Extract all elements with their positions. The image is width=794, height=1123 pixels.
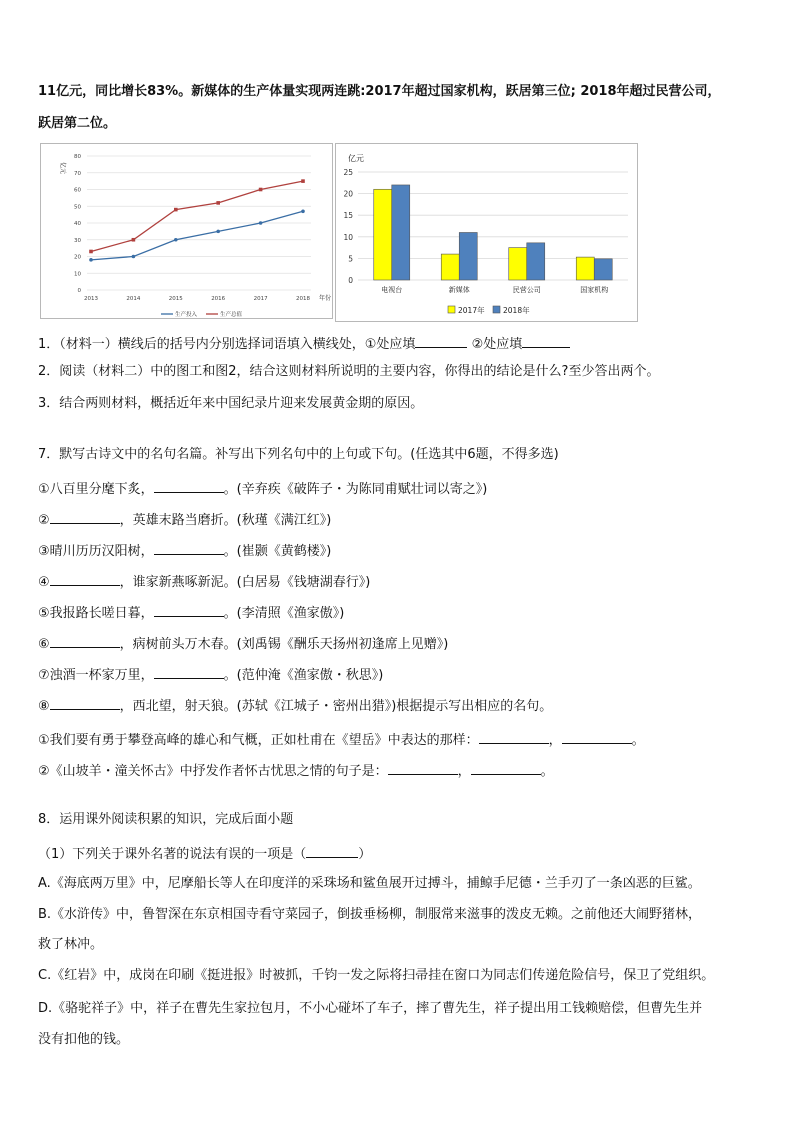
y-tick-label: 15 — [343, 211, 353, 221]
legend-swatch — [493, 306, 500, 313]
q7-extra-text: ①我们要有勇于攀登高峰的雄心和气概，正如杜甫在《望岳》中表达的那样： — [38, 733, 479, 748]
question-3: 3．结合两则材料，概括近年来中国纪录片迎来发展黄金期的原因。 — [38, 396, 424, 411]
x-tick-label: 新媒体 — [448, 286, 470, 294]
data-point — [132, 255, 136, 259]
bar-chart — [336, 144, 637, 321]
answer-blank[interactable] — [50, 695, 120, 710]
answer-blank[interactable] — [522, 333, 570, 348]
data-point — [89, 250, 93, 254]
bar — [527, 243, 545, 280]
y-tick-label: 30 — [74, 237, 81, 244]
data-point — [259, 221, 263, 225]
data-point — [216, 201, 220, 205]
q7-item-source: ，英雄末路当磨折。(秋瑾《满江红》) — [119, 513, 332, 528]
y-tick-label: 70 — [74, 170, 81, 177]
q7-item-text: ⑥ — [38, 637, 50, 652]
answer-blank[interactable] — [50, 633, 120, 648]
y-tick-label: 0 — [77, 288, 81, 294]
q7-item-8 — [38, 695, 552, 716]
bar-chart-figure — [335, 143, 638, 322]
q7-item-text: ④ — [38, 575, 50, 590]
separator: ， — [457, 764, 471, 779]
x-axis-label: 年份 — [319, 295, 332, 302]
bar — [594, 259, 612, 280]
x-tick-label: 2017 — [253, 296, 268, 302]
q7-item-text: ①八百里分麾下炙， — [38, 482, 154, 497]
x-tick-label: 2014 — [126, 296, 141, 302]
q7-item-text: ⑧ — [38, 699, 50, 714]
q8-sub-1 — [38, 843, 371, 864]
q7-item-source: ，西北望，射天狼。(苏轼《江城子・密州出猎》)根据提示写出相应的名句。 — [119, 699, 553, 714]
q7-item-text: ③晴川历历汉阳树， — [38, 544, 154, 559]
q8-sub-text: （1）下列关于课外名著的说法有误的一项是（ — [38, 847, 307, 862]
y-tick-label: 60 — [74, 187, 81, 194]
q7-item-text: ⑦浊酒一杯家万里， — [38, 668, 154, 683]
q7-extra-text: ②《山坡羊・潼关怀古》中抒发作者怀古忧思之情的句子是： — [38, 764, 388, 779]
q8-option-d-cont: 没有扣他的钱。 — [38, 1032, 130, 1047]
legend-label: 生产总值 — [220, 312, 243, 318]
data-point — [301, 209, 305, 213]
legend-swatch — [448, 306, 455, 313]
q7-extra-1 — [38, 729, 645, 750]
answer-blank[interactable] — [306, 843, 358, 858]
answer-blank[interactable] — [154, 540, 224, 555]
bar — [392, 185, 410, 280]
q7-extra-2 — [38, 760, 554, 781]
x-tick-label: 2013 — [84, 296, 98, 302]
y-axis-label: 亿元 — [59, 162, 66, 175]
series-line — [91, 211, 303, 260]
q8-option-b: B.《水浒传》中，鲁智深在东京相国寺看守菜园子，倒拔垂杨柳，制服常来滋事的泼皮无赖。之前他还大闹野猪林， — [38, 907, 702, 922]
data-point — [259, 188, 263, 192]
q7-item-7 — [38, 664, 383, 685]
terminator: 。 — [631, 733, 645, 748]
line-chart-figure — [40, 143, 333, 319]
answer-blank[interactable] — [415, 333, 467, 348]
question-2: 2．阅读（材料二）中的图工和图2，结合这则材料所说明的主要内容，你得出的结论是什么?至少答出两个。 — [38, 364, 660, 379]
legend-label: 生产投入 — [175, 312, 198, 318]
data-point — [89, 258, 93, 262]
y-tick-label: 5 — [348, 254, 353, 264]
data-point — [174, 238, 178, 242]
y-tick-label: 25 — [343, 168, 353, 177]
question-1 — [38, 333, 570, 354]
bar — [441, 254, 459, 280]
legend-label: 2017年 — [458, 306, 485, 315]
answer-blank[interactable] — [154, 664, 224, 679]
y-tick-label: 80 — [74, 154, 81, 160]
y-tick-label: 10 — [343, 232, 353, 242]
q7-item-source: ，病树前头万木春。(刘禹锡《酬乐天扬州初逢席上见赠》) — [119, 637, 449, 652]
q7-item-6 — [38, 633, 448, 654]
intro-line-1: 11亿元，同比增长83%。新媒体的生产体量实现两连跳:2017年超过国家机构，跃居第三位; 2018年超过民营公司， — [38, 84, 721, 99]
data-point — [301, 179, 305, 183]
bar — [459, 232, 477, 280]
answer-blank[interactable] — [388, 760, 458, 775]
x-tick-label: 2016 — [211, 296, 226, 302]
data-point — [174, 208, 178, 212]
q7-item-4 — [38, 571, 370, 592]
y-tick-label: 40 — [74, 221, 81, 227]
q7-item-source: 。(崔颢《黄鹤楼》) — [223, 544, 332, 559]
q8-option-a: A.《海底两万里》中，尼摩船长等人在印度洋的采珠场和鲨鱼展开过搏斗，捕鲸手尼德・兰手刃了一条凶恶的巨鲨。 — [38, 876, 701, 891]
answer-blank[interactable] — [154, 602, 224, 617]
legend-label: 2018年 — [503, 306, 530, 315]
y-tick-label: 0 — [348, 276, 353, 285]
q8-sub-close: ） — [358, 847, 372, 862]
x-tick-label: 2015 — [168, 296, 183, 302]
q8-option-d: D.《骆驼祥子》中，祥子在曹先生家拉包月，不小心碰坏了车子，摔了曹先生，祥子提出用工钱赖赔偿，但曹先生并 — [38, 1001, 703, 1016]
q7-item-source: 。(李清照《渔家傲》) — [223, 606, 345, 621]
question-1-mid: ②处应填 — [471, 337, 523, 352]
q8-option-b-cont: 救了林冲。 — [38, 937, 104, 952]
q7-item-text: ② — [38, 513, 50, 528]
bar — [374, 189, 392, 280]
q7-item-1 — [38, 478, 487, 499]
answer-blank[interactable] — [479, 729, 549, 744]
question-1-text: 1．（材料一）横线后的括号内分别选择词语填入横线处，①处应填 — [38, 337, 416, 352]
x-tick-label: 2018 — [296, 296, 310, 302]
answer-blank[interactable] — [562, 729, 632, 744]
q7-item-text: ⑤我报路长嗟日暮， — [38, 606, 154, 621]
q7-item-source: 。(范仲淹《渔家傲・秋思》) — [223, 668, 384, 683]
q8-option-c: C.《红岩》中，成岗在印刷《挺进报》时被抓，千钧一发之际将扫帚挂在窗口为同志们传递危险信号，保卫了党组织。 — [38, 968, 715, 983]
intro-line-2: 跃居第二位。 — [38, 116, 117, 131]
q7-item-3 — [38, 540, 331, 561]
y-tick-label: 20 — [343, 189, 353, 199]
separator: ， — [548, 733, 562, 748]
x-tick-label: 国家机构 — [580, 286, 609, 294]
y-tick-label: 50 — [74, 204, 81, 211]
data-point — [132, 238, 136, 242]
question-8-title: 8．运用课外阅读积累的知识，完成后面小题 — [38, 812, 294, 827]
series-line — [91, 181, 303, 251]
answer-blank[interactable] — [50, 509, 120, 524]
answer-blank[interactable] — [154, 478, 224, 493]
data-point — [216, 230, 220, 234]
question-7-title: 7．默写古诗文中的名句名篇。补写出下列名句中的上句或下句。(任选其中6题，不得多选) — [38, 447, 559, 462]
x-tick-label: 电视台 — [381, 286, 403, 294]
y-tick-label: 20 — [74, 254, 81, 261]
answer-blank[interactable] — [50, 571, 120, 586]
answer-blank[interactable] — [471, 760, 541, 775]
q7-item-source: ，谁家新燕啄新泥。(白居易《钱塘湖春行》) — [119, 575, 371, 590]
y-axis-label: 亿元 — [348, 154, 364, 163]
terminator: 。 — [540, 764, 554, 779]
q7-item-2 — [38, 509, 331, 530]
x-tick-label: 民营公司 — [512, 286, 541, 294]
bar — [576, 257, 594, 280]
line-chart — [41, 144, 332, 318]
q7-item-source: 。(辛弃疾《破阵子・为陈同甫赋壮词以寄之》) — [223, 482, 488, 497]
y-tick-label: 10 — [74, 271, 81, 278]
q7-item-5 — [38, 602, 344, 623]
bar — [509, 248, 527, 280]
